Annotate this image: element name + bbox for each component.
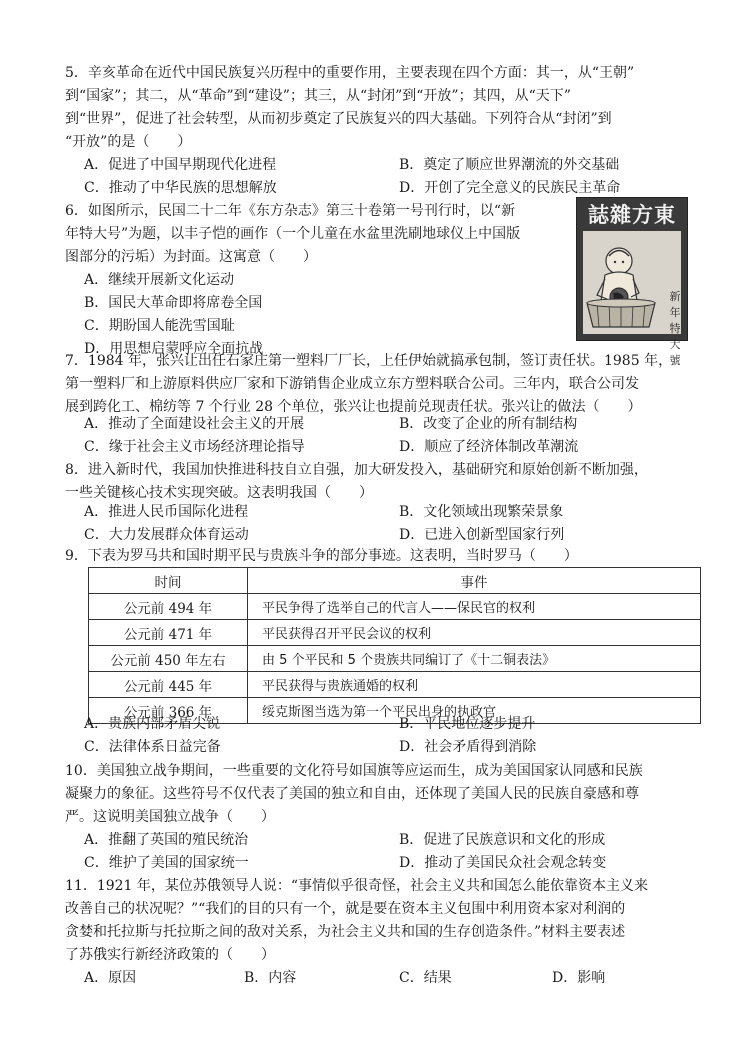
q9-option-d: D．社会矛盾得到消除	[399, 739, 537, 755]
table-header-row	[89, 568, 701, 594]
q11-stem-line-2: 改善自己的状况呢？”“我们的目的只有一个，就是要在资本主义包围中利用资本家对利润的	[65, 901, 626, 917]
q6-option-d: D．用思想启蒙呼应全面抗战	[84, 341, 264, 357]
q11-option-b: B．内容	[244, 970, 297, 986]
q9-option-c: C．法律体系日益完备	[84, 739, 221, 755]
q8-option-d: D．已进入创新型国家行列	[399, 527, 565, 543]
q9-events-table	[88, 567, 701, 724]
q7-stem-line-1: 7．1984 年，张兴让出任石家庄第一塑料厂厂长，上任伊始就搞承包制，签订责任状。1985 年，	[65, 353, 673, 369]
q9-stem-line-1: 9．下表为罗马共和国时期平民与贵族斗争的部分事迹。这表明，当时罗马（ ）	[65, 548, 578, 564]
q6-option-b: B．国民大革命即将席卷全国	[84, 295, 263, 311]
q8-option-c: C．大力发展群众体育运动	[84, 527, 249, 543]
q5-stem-line-4: “开放”的是（ ）	[65, 134, 192, 150]
q10-option-c: C．维护了美国的国家统一	[84, 855, 249, 871]
table-row	[89, 594, 701, 620]
q5-option-a: A．促进了中国早期现代化进程	[84, 157, 277, 173]
magazine-cover-side-text: 新年特大號	[669, 290, 681, 367]
q7-stem-line-3: 展到跨化工、棉纺等 7 个行业 28 个单位，张兴让也提前兑现责任状。张兴让的做法（ ）	[65, 399, 642, 415]
table-row	[89, 646, 701, 672]
q10-stem-line-2: 凝聚力的象征。这些符号不仅代表了美国的独立和自由，还体现了美国人民的民族自豪感和尊	[65, 786, 639, 802]
q7-option-c: C．缘于社会主义市场经济理论指导	[84, 439, 305, 455]
q9-option-a: A．贵族内部矛盾尖锐	[84, 716, 221, 732]
q10-stem-line-1: 10．美国独立战争期间，一些重要的文化符号如国旗等应运而生，成为美国国家认同感和民族	[65, 763, 643, 779]
q6-option-c: C．期盼国人能洗雪国耻	[84, 318, 235, 334]
q11-stem-line-1: 11．1921 年，某位苏俄领导人说：“事情似乎很奇怪，社会主义共和国怎么能依靠资本主义来	[65, 878, 649, 894]
q11-option-d: D．影响	[552, 970, 606, 986]
magazine-cover-title: 誌雜方東	[588, 202, 676, 227]
q5-option-d: D．开创了完全意义的民族民主革命	[399, 180, 621, 196]
q6-stem-line-2: 年特大号”为题，以丰子恺的画作（一个儿童在水盆里洗刷地球仪上中国版	[65, 226, 521, 242]
table-header-event: 事件	[248, 568, 701, 594]
q8-stem-line-2: 一些关键核心技术实现突破。这表明我国（ ）	[65, 485, 373, 501]
table-cell-time: 公元前 445 年	[89, 672, 248, 698]
q11-stem-line-4: 了苏俄实行新经济政策的（ ）	[65, 947, 275, 963]
table-cell-event: 由 5 个平民和 5 个贵族共同编订了《十二铜表法》	[248, 646, 701, 672]
q11-option-c: C．结果	[399, 970, 452, 986]
table-cell-time: 公元前 366 年	[89, 698, 248, 724]
q5-stem-line-1: 5．辛亥革命在近代中国民族复兴历程中的重要作用，主要表现在四个方面：其一，从“王朝”	[65, 65, 635, 81]
q7-option-a: A．推动了全面建设社会主义的开展	[84, 416, 305, 432]
q5-stem-line-2: 到“国家”；其二，从“革命”到“建设”；其三，从“封闭”到“开放”；其四，从“天下”	[65, 88, 571, 104]
q7-option-d: D．顺应了经济体制改革潮流	[399, 439, 579, 455]
table-cell-event: 平民获得与贵族通婚的权利	[248, 672, 701, 698]
table-cell-time: 公元前 450 年左右	[89, 646, 248, 672]
table-cell-event: 平民争得了选举自己的代言人——保民官的权利	[248, 594, 701, 620]
q5-option-b: B．奠定了顺应世界潮流的外交基础	[399, 157, 620, 173]
cover-illustration	[583, 231, 681, 367]
table-header-time: 时间	[89, 568, 248, 594]
q9-option-b: B．平民地位逐步提升	[399, 716, 536, 732]
q6-stem-line-3: 图部分的污垢）为封面。这寓意（ ）	[65, 249, 317, 265]
q6-stem-line-1: 6．如图所示，民国二十二年《东方杂志》第三十卷第一号刊行时，以“新	[65, 203, 516, 219]
table-row	[89, 620, 701, 646]
table-cell-event: 绥克斯图当选为第一个平民出身的执政官	[248, 698, 701, 724]
q11-stem-line-3: 贪婪和托拉斯与托拉斯之间的敌对关系，为社会主义共和国的生存创造条件。”材料主要表述	[65, 924, 626, 940]
q8-stem-line-1: 8．进入新时代，我国加快推进科技自立自强，加大研发投入，基础研究和原始创新不断加强，	[65, 462, 648, 478]
q11-option-a: A．原因	[84, 970, 137, 986]
q10-option-a: A．推翻了英国的殖民统治	[84, 832, 249, 848]
table-cell-event: 平民获得召开平民会议的权利	[248, 620, 701, 646]
q10-option-b: B．促进了民族意识和文化的形成	[399, 832, 606, 848]
magazine-cover-image	[576, 197, 688, 367]
q8-option-b: B．文化领域出现繁荣景象	[399, 504, 564, 520]
table-cell-time: 公元前 471 年	[89, 620, 248, 646]
q7-option-b: B．改变了企业的所有制结构	[399, 416, 578, 432]
q8-option-a: A．推进人民币国际化进程	[84, 504, 249, 520]
q5-option-c: C．推动了中华民族的思想解放	[84, 180, 277, 196]
table-row	[89, 672, 701, 698]
q5-stem-line-3: 到“世界”，促进了社会转型，从而初步奠定了民族复兴的四大基础。下列符合从“封闭”到	[65, 111, 612, 127]
q10-option-d: D．推动了美国民众社会观念转变	[399, 855, 607, 871]
q7-stem-line-2: 第一塑料厂和上游原料供应厂家和下游销售企业成立东方塑料联合公司。三年内，联合公司发	[65, 376, 639, 392]
q6-option-a: A．继续开展新文化运动	[84, 272, 235, 288]
q10-stem-line-3: 严。这说明美国独立战争（ ）	[65, 809, 275, 825]
table-cell-time: 公元前 494 年	[89, 594, 248, 620]
